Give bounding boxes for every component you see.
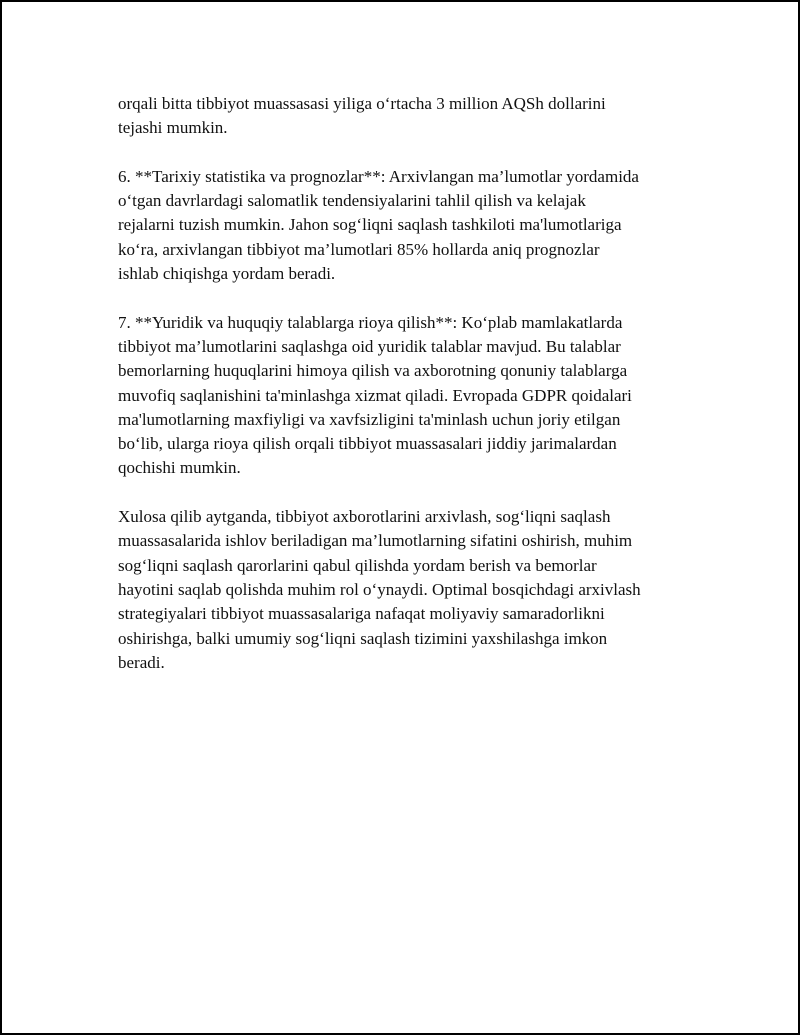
paragraph-historical-statistics: 6. **Tarixiy statistika va prognozlar**: Arxivlangan ma’lumotlar yordamida o‘tgan davrlardagi salomatlik tendensiyalarini tahlil qilish va kelajak rejalarni tuzish mumkin. Jahon sog‘liqni saqlash tashkiloti ma'lumotlariga ko‘ra, arxivlangan tibbiyot ma’lumotlari 85% hollarda aniq prognozlar ishlab chiqishga yordam beradi.	[118, 166, 639, 284]
document-body	[118, 92, 708, 699]
paragraph-legal-requirements: 7. **Yuridik va huquqiy talablarga rioya qilish**: Ko‘plab mamlakatlarda tibbiyot ma’lumotlarini saqlashga oid yuridik talablar mavjud. Bu talablar bemorlarning huquqlarini himoya qilish va axborotning qonuniy talablarga muvofiq saqlanishini ta'minlashga xizmat qiladi. Evropada GDPR qoidalari ma'lumotlarning maxfiyligi va xavfsizligini ta'minlash uchun joriy etilgan bo‘lib, ularga rioya qilish orqali tibbiyot muassasalari jiddiy jarimalardan qochishi mumkin.	[118, 312, 632, 478]
paragraph-conclusion: Xulosa qilib aytganda, tibbiyot axborotlarini arxivlash, sog‘liqni saqlash muassasalarida ishlov beriladigan ma’lumotlarning sifatini oshirish, muhim sog‘liqni saqlash qarorlarini qabul qilishda yordam berish va bemorlar hayotini saqlab qolishda muhim rol o‘ynaydi. Optimal bosqichdagi arxivlash strategiyalari tibbiyot muassasalariga nafaqat moliyaviy samaradorlikni oshirishga, balki umumiy sog‘liqni saqlash tizimini yaxshilashga imkon beradi.	[118, 507, 641, 672]
paragraph-continuation: orqali bitta tibbiyot muassasasi yiliga o‘rtacha 3 million AQSh dollarini tejashi mumkin.	[118, 94, 606, 138]
